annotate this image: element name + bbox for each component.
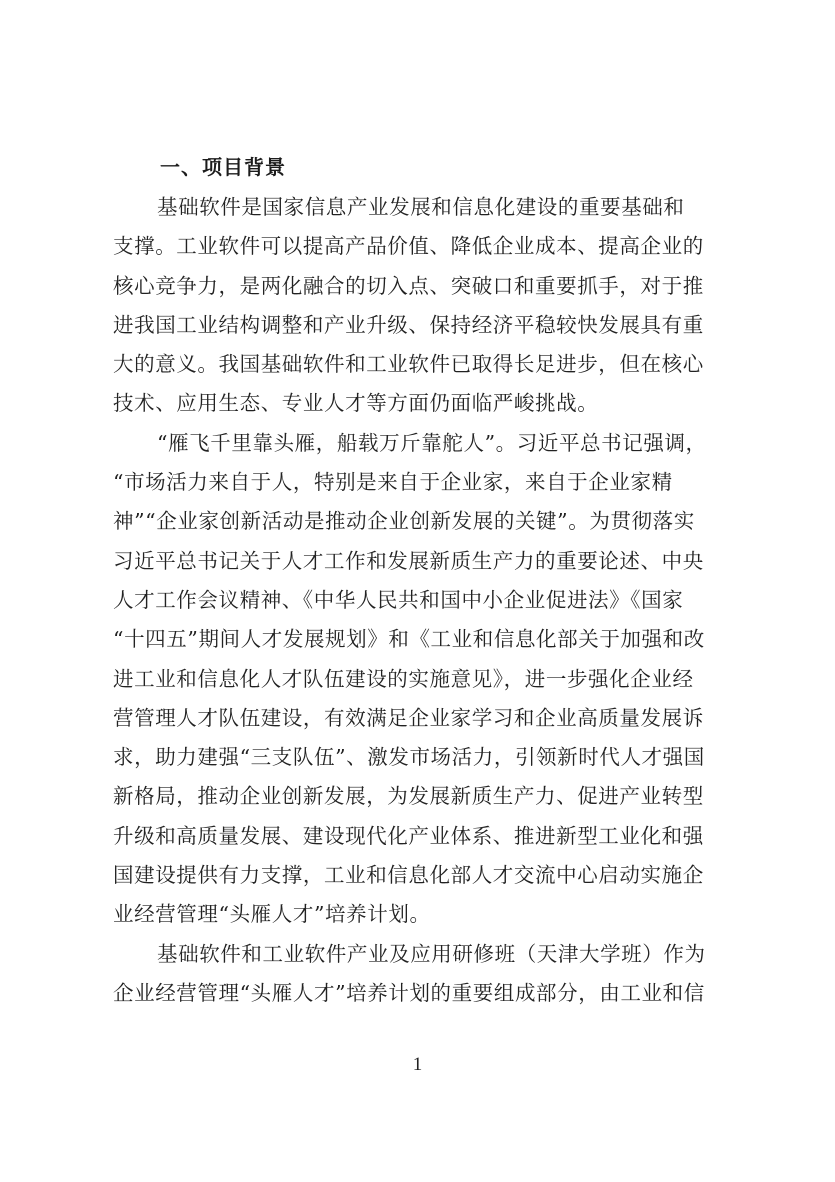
paragraph-1-line-5: 大的意义。我国基础软件和工业软件已取得长足进步，但在核心 <box>113 352 704 377</box>
paragraph-2-line-5: 人才工作会议精神、《中华人民共和国中小企业促进法》《国家 <box>113 587 684 612</box>
paragraph-2-line-3: 神”“企业家创新活动是推动企业创新发展的关键”。为贯彻落实 <box>113 509 695 534</box>
paragraph-2-line-9: 求，助力建强“三支队伍”、激发市场活力，引领新时代人才强国 <box>113 745 705 770</box>
paragraph-2-line-11: 升级和高质量发展、建设现代化产业体系、推进新型工业化和强 <box>113 823 704 848</box>
paragraph-1-line-2: 支撑。工业软件可以提高产品价值、降低企业成本、提高企业的 <box>113 234 704 259</box>
paragraph-1-line-6: 技术、应用生态、专业人才等方面仍面临严峻挑战。 <box>113 391 599 416</box>
paragraph-2-line-7: 进工业和信息化人才队伍建设的实施意见》，进一步强化企业经 <box>113 666 694 691</box>
paragraph-2-line-10: 新格局，推动企业创新发展，为发展新质生产力、促进产业转型 <box>113 784 704 809</box>
paragraph-1-line-4: 进我国工业结构调整和产业升级、保持经济平稳较快发展具有重 <box>113 312 704 337</box>
paragraph-2-line-8: 营管理人才队伍建设，有效满足企业家学习和企业高质量发展诉 <box>113 705 704 730</box>
paragraph-2-line-2: “市场活力来自于人，特别是来自于企业家，来自于企业家精 <box>113 470 673 495</box>
paragraph-1-line-1: 基础软件是国家信息产业发展和信息化建设的重要基础和 <box>157 195 685 219</box>
paragraph-3-line-1: 基础软件和工业软件产业及应用研修班（天津大学班）作为 <box>157 941 706 966</box>
section-heading: 一、项目背景 <box>160 155 286 179</box>
paragraph-1-line-3: 核心竞争力，是两化融合的切入点、突破口和重要抓手，对于推 <box>113 273 704 298</box>
paragraph-2-line-6: “十四五”期间人才发展规划》和《工业和信息化部关于加强和改 <box>113 627 705 652</box>
body-text <box>113 188 733 1013</box>
paragraph-2-line-12: 国建设提供有力支撑，工业和信息化部人才交流中心启动实施企 <box>113 863 704 888</box>
paragraph-2-line-4: 习近平总书记关于人才工作和发展新质生产力的重要论述、中央 <box>113 548 704 573</box>
paragraph-2-line-1: “雁飞千里靠头雁，船载万斤靠舵人”。习近平总书记强调， <box>157 430 707 455</box>
paragraph-3-line-2: 企业经营管理“头雁人才”培养计划的重要组成部分，由工业和信 <box>113 980 705 1005</box>
paragraph-2-line-13: 业经营管理“头雁人才”培养计划。 <box>113 902 431 927</box>
page-number: 1 <box>412 1054 423 1075</box>
